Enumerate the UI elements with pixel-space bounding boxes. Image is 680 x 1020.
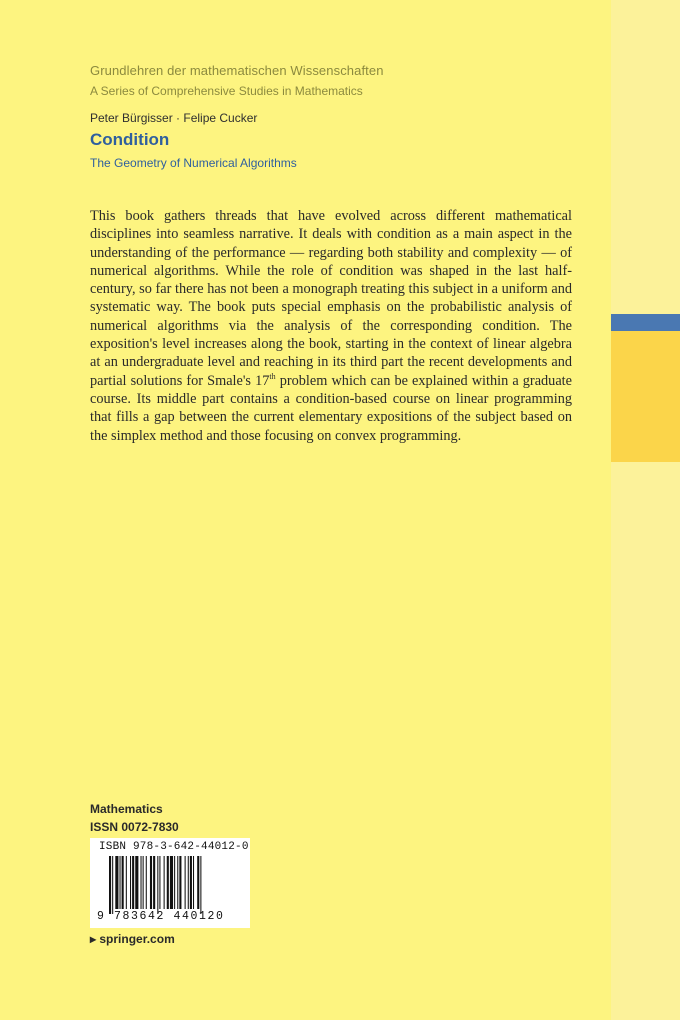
barcode-bar: [122, 856, 124, 909]
barcode-bar: [109, 856, 111, 914]
barcode-bar: [188, 856, 189, 909]
publisher-link[interactable]: [90, 932, 175, 946]
barcode-bar: [177, 856, 178, 909]
issn-label: ISSN 0072-7830: [90, 820, 179, 834]
barcode-bar: [143, 856, 144, 909]
book-subtitle: The Geometry of Numerical Algorithms: [90, 156, 297, 170]
arrow-right-icon: ▸: [90, 932, 97, 946]
book-authors: Peter Bürgisser · Felipe Cucker: [90, 111, 258, 125]
barcode-bar: [170, 856, 173, 909]
barcode-bar: [159, 856, 160, 909]
barcode-bar: [141, 856, 142, 909]
blue-accent-band: [611, 314, 680, 331]
barcode-bar: [130, 856, 131, 909]
barcode-bar: [174, 856, 175, 909]
barcode-bar: [157, 856, 158, 914]
barcode-bar: [115, 856, 118, 909]
description-text: This book gathers threads that have evolved across different mathematical disciplines into seamless narrative. It deals with condition as a main aspect in the understanding of the performance — regarding both stability and complexity — of numerical algorithms. While the role of condition was shaped in the last half-century, so far there has not been a monograph treating this subject in a uniform and systematic way. The book puts special emphasis on the probabilistic analysis of numerical algorithms via the analysis of the corresponding condition. The exposition's level increases along the book, starting in the context of linear algebra at an undergraduate level and reaching in its third part the recent developments and partial solutions for Smale's 17: [90, 208, 572, 389]
book-description: [90, 207, 572, 445]
barcode-bar: [112, 856, 113, 914]
barcode-bar: [167, 856, 169, 909]
publisher-url: springer.com: [99, 932, 175, 946]
barcode-bar: [120, 856, 121, 909]
ordinal-superscript: th: [269, 371, 276, 381]
series-subtitle: A Series of Comprehensive Studies in Mathematics: [90, 84, 363, 98]
description-paragraph: [90, 207, 572, 445]
barcode-bar: [190, 856, 192, 909]
barcode-bar: [126, 856, 127, 909]
ean-number: 9 783642 440120: [97, 910, 225, 923]
gold-accent-band: [611, 331, 680, 462]
book-title: Condition: [90, 130, 170, 149]
barcode-bar: [146, 856, 147, 909]
spine-strip: [611, 0, 680, 1020]
barcode-bar: [132, 856, 134, 909]
barcode-bar: [197, 856, 199, 909]
barcode-bar: [193, 856, 194, 909]
barcode-bar: [164, 856, 165, 909]
barcode-bar: [179, 856, 181, 909]
series-title: Grundlehren der mathematischen Wissenschaften: [90, 63, 384, 78]
isbn-number: ISBN 978-3-642-44012-0: [99, 841, 249, 853]
barcode-bar: [150, 856, 152, 909]
barcode-bar: [135, 856, 138, 909]
isbn-barcode: [90, 838, 250, 928]
barcode-bar: [185, 856, 186, 909]
subject-label: Mathematics: [90, 802, 163, 816]
barcode-bar: [200, 856, 201, 914]
description-text-continued: problem which can be explained within a graduate course. Its middle part contains a condition-based course on linear programming that fills a gap between the current elementary expositions of the subject based on the simplex method and those focusing on convex programming.: [90, 372, 572, 444]
barcode-bar: [153, 856, 155, 909]
